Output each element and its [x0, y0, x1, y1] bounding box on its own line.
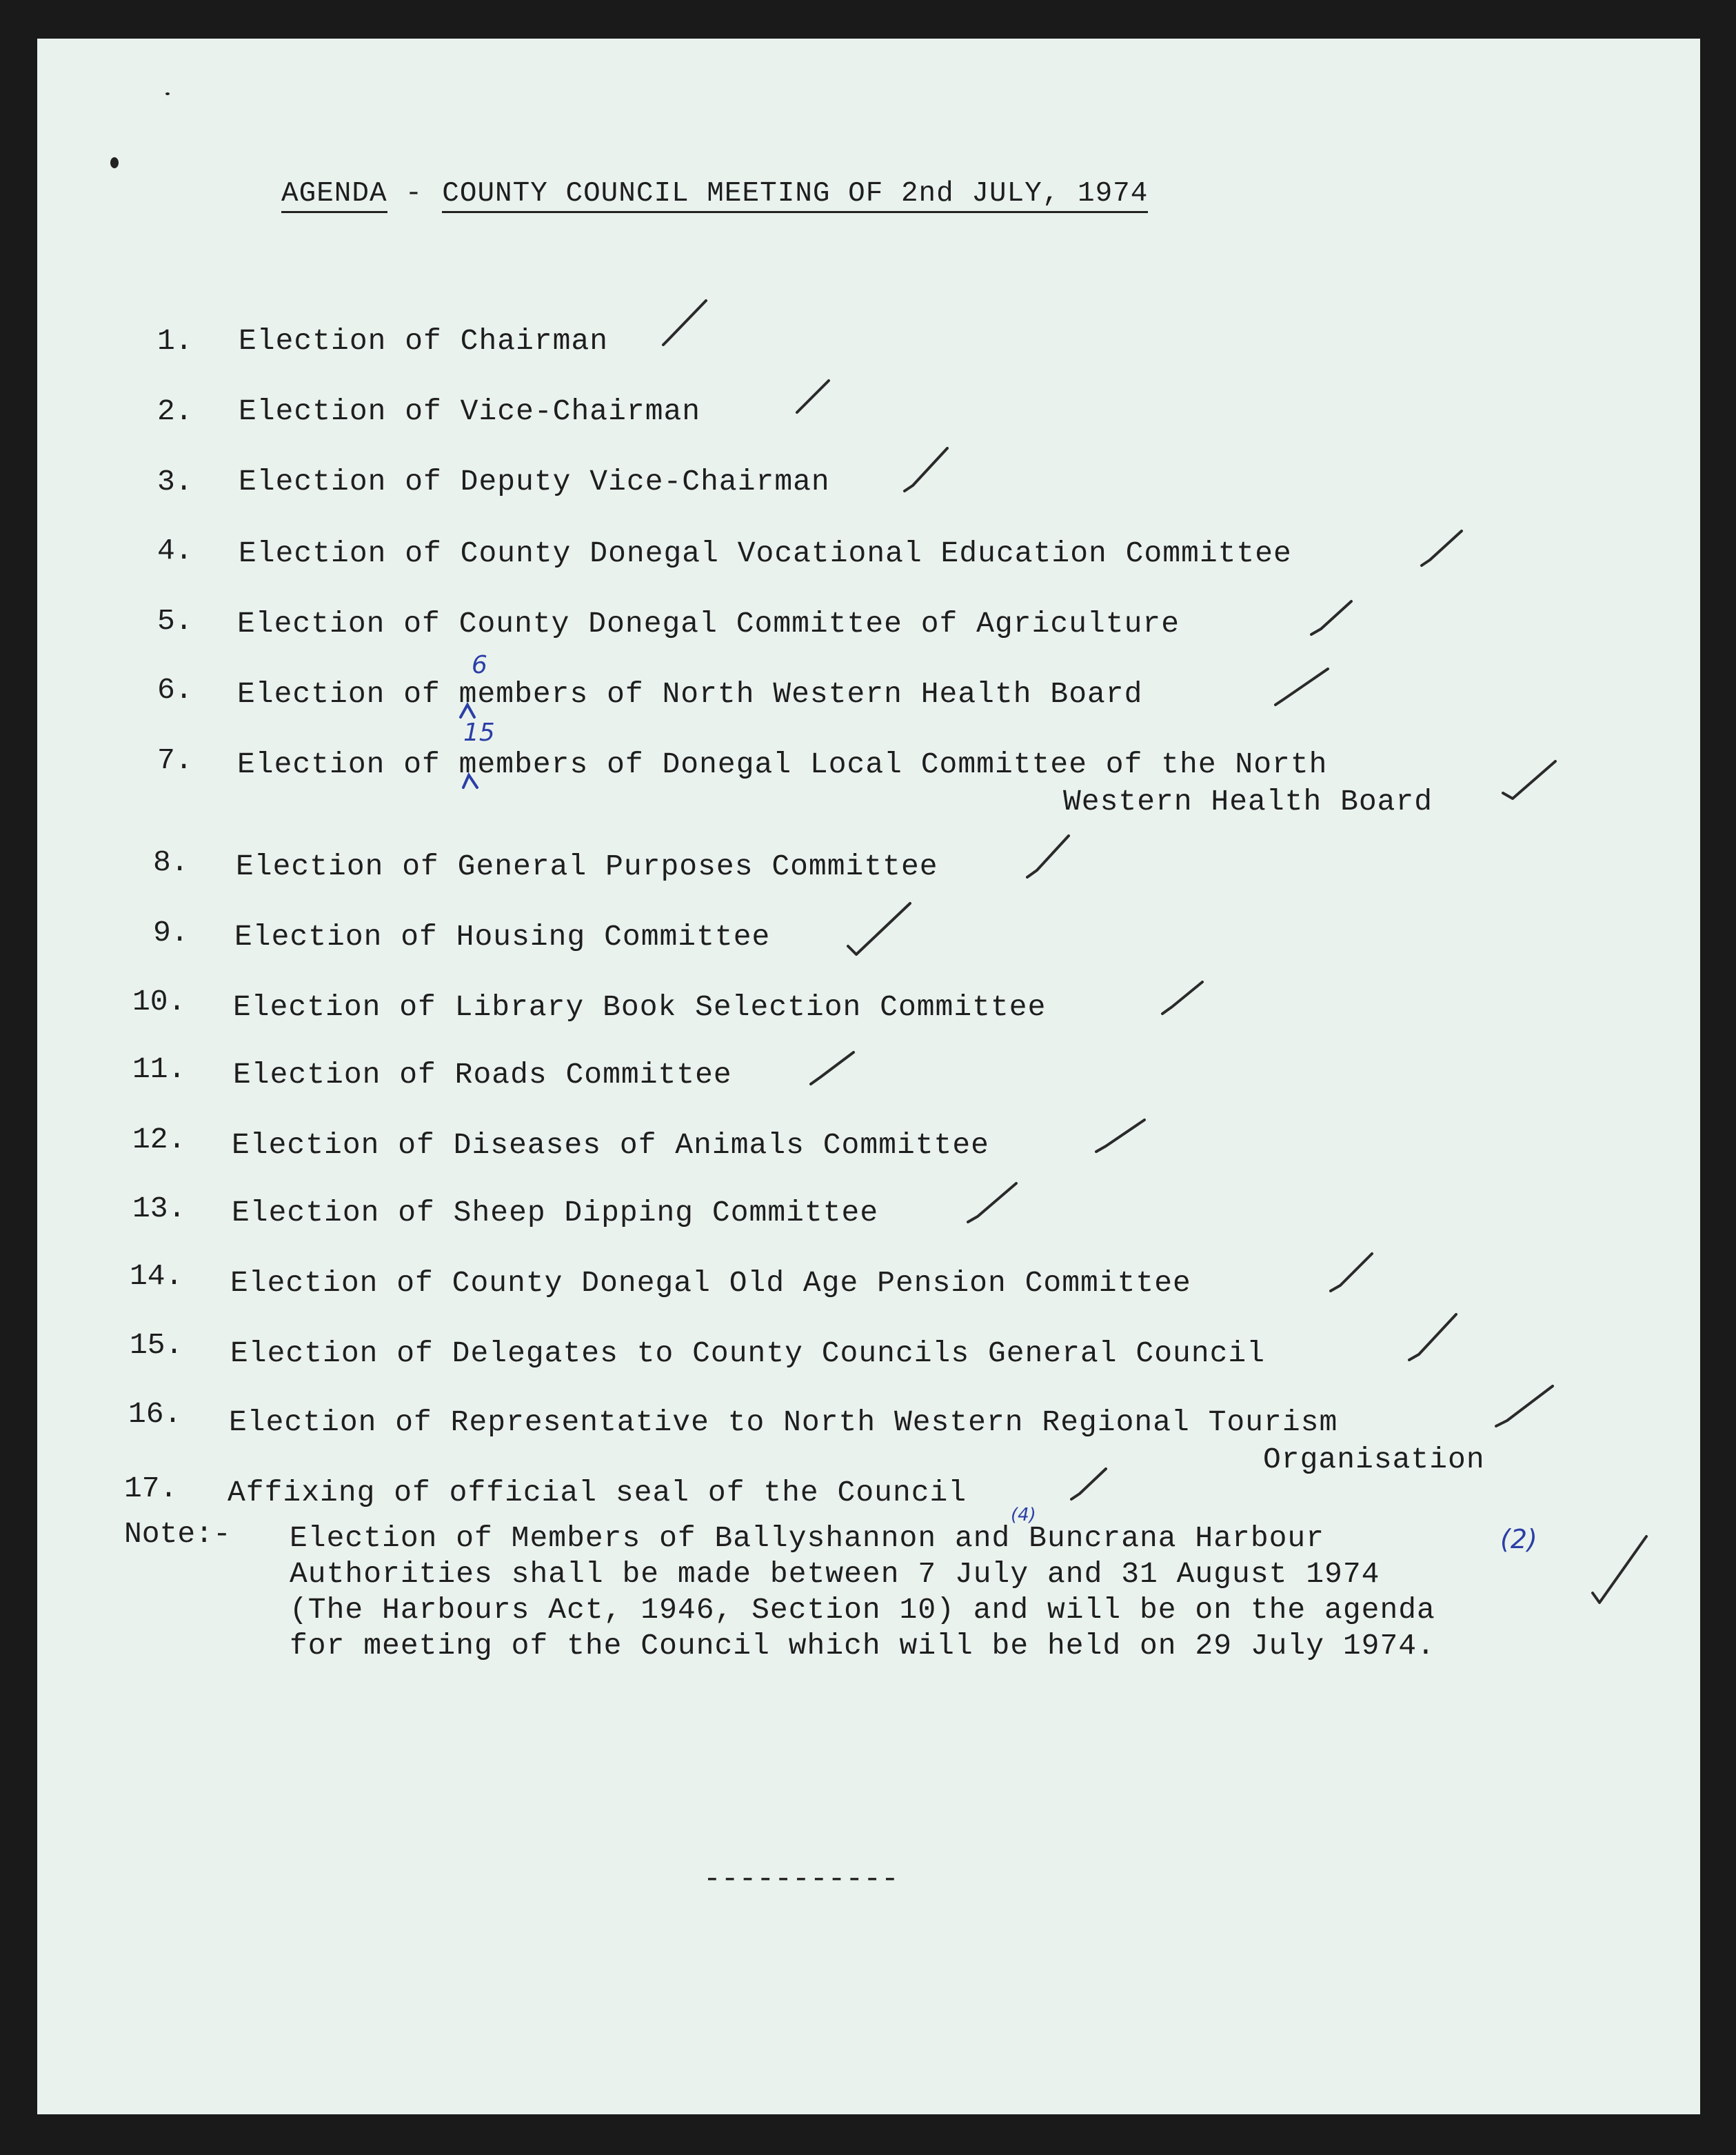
agenda-item-3: Election of Deputy Vice-Chairman: [239, 465, 830, 499]
item-number: 4.: [157, 534, 193, 568]
item-number: 17.: [124, 1472, 178, 1505]
agenda-item-1: Election of Chairman: [239, 324, 609, 358]
item-number: 13.: [132, 1192, 186, 1225]
check-icon: [1275, 669, 1328, 705]
item-number: 9.: [153, 916, 189, 950]
check-icon: [1027, 836, 1069, 877]
agenda-item-17: Affixing of official seal of the Council: [228, 1476, 967, 1510]
agenda-item-8: Election of General Purposes Committee: [236, 850, 938, 883]
check-icon: [968, 1183, 1016, 1222]
check-icon: [1593, 1536, 1646, 1603]
check-icon: [905, 448, 947, 491]
check-icon: [1503, 761, 1555, 799]
item-number: 14.: [130, 1259, 183, 1293]
check-icon: [1162, 982, 1202, 1014]
check-icon: [797, 381, 829, 412]
item-number: 8.: [153, 845, 189, 879]
note-line: (The Harbours Act, 1946, Section 10) and will be on the agenda: [290, 1593, 1435, 1627]
handwritten-count-ballyshannon: (4): [1011, 1505, 1036, 1525]
agenda-item-5: Election of County Donegal Committee of Agriculture: [237, 607, 1180, 641]
handwritten-count-item6: 6: [472, 651, 487, 679]
item-number: 12.: [132, 1123, 186, 1156]
agenda-item-16-continued: Organisation: [1263, 1443, 1485, 1476]
end-divider: -----------: [703, 1862, 899, 1896]
check-icon: [1409, 1314, 1456, 1360]
check-icon: [1496, 1386, 1553, 1426]
check-icon: [1422, 531, 1462, 565]
agenda-item-7: Election of members of Donegal Local Committee of the North: [237, 748, 1328, 781]
handwritten-count-buncrana: (2): [1500, 1524, 1537, 1554]
agenda-item-4: Election of County Donegal Vocational Education Committee: [239, 537, 1292, 570]
agenda-item-9: Election of Housing Committee: [234, 920, 771, 954]
agenda-item-10: Election of Library Book Selection Committee: [233, 990, 1047, 1024]
title-meeting: COUNTY COUNCIL MEETING OF 2nd JULY, 1974: [442, 178, 1148, 213]
check-icon: [1071, 1469, 1106, 1499]
item-number: 3.: [157, 465, 193, 499]
item-number: 2.: [157, 394, 193, 428]
item-number: 15.: [130, 1328, 183, 1362]
insert-caret-icon: [463, 775, 477, 788]
note-line: for meeting of the Council which will be held on 29 July 1974.: [290, 1629, 1435, 1663]
agenda-item-12: Election of Diseases of Animals Committee: [232, 1128, 989, 1162]
note-line: Authorities shall be made between 7 July and 31 August 1974: [290, 1557, 1380, 1591]
check-icon: [1311, 601, 1351, 634]
check-icon: [1331, 1254, 1372, 1291]
agenda-item-14: Election of County Donegal Old Age Pension Committee: [230, 1266, 1191, 1300]
agenda-item-2: Election of Vice-Chairman: [239, 394, 701, 428]
agenda-item-15: Election of Delegates to County Councils General Council: [230, 1336, 1266, 1370]
insert-caret-icon: [461, 705, 474, 717]
check-icon: [848, 903, 910, 954]
item-number: 7.: [157, 743, 193, 777]
check-icon: [1096, 1120, 1144, 1152]
item-number: 1.: [157, 324, 193, 358]
agenda-item-16: Election of Representative to North Western Regional Tourism: [229, 1405, 1338, 1439]
item-number: 5.: [157, 604, 193, 638]
check-icon: [663, 301, 706, 345]
check-icon: [811, 1052, 854, 1084]
note-label: Note:-: [124, 1517, 231, 1551]
note-line: Election of Members of Ballyshannon and Buncrana Harbour: [290, 1521, 1325, 1555]
item-number: 10.: [132, 985, 186, 1019]
agenda-item-13: Election of Sheep Dipping Committee: [232, 1196, 879, 1230]
title-agenda: AGENDA: [281, 178, 387, 213]
item-number: 16.: [128, 1397, 182, 1431]
handwritten-count-item7: 15: [463, 719, 495, 747]
agenda-item-7-continued: Western Health Board: [1063, 785, 1433, 819]
item-number: 6.: [157, 673, 193, 707]
agenda-item-6: Election of members of North Western Health Board: [237, 677, 1143, 711]
agenda-item-11: Election of Roads Committee: [233, 1058, 732, 1092]
item-number: 11.: [132, 1052, 186, 1086]
title-dash: -: [405, 178, 423, 210]
